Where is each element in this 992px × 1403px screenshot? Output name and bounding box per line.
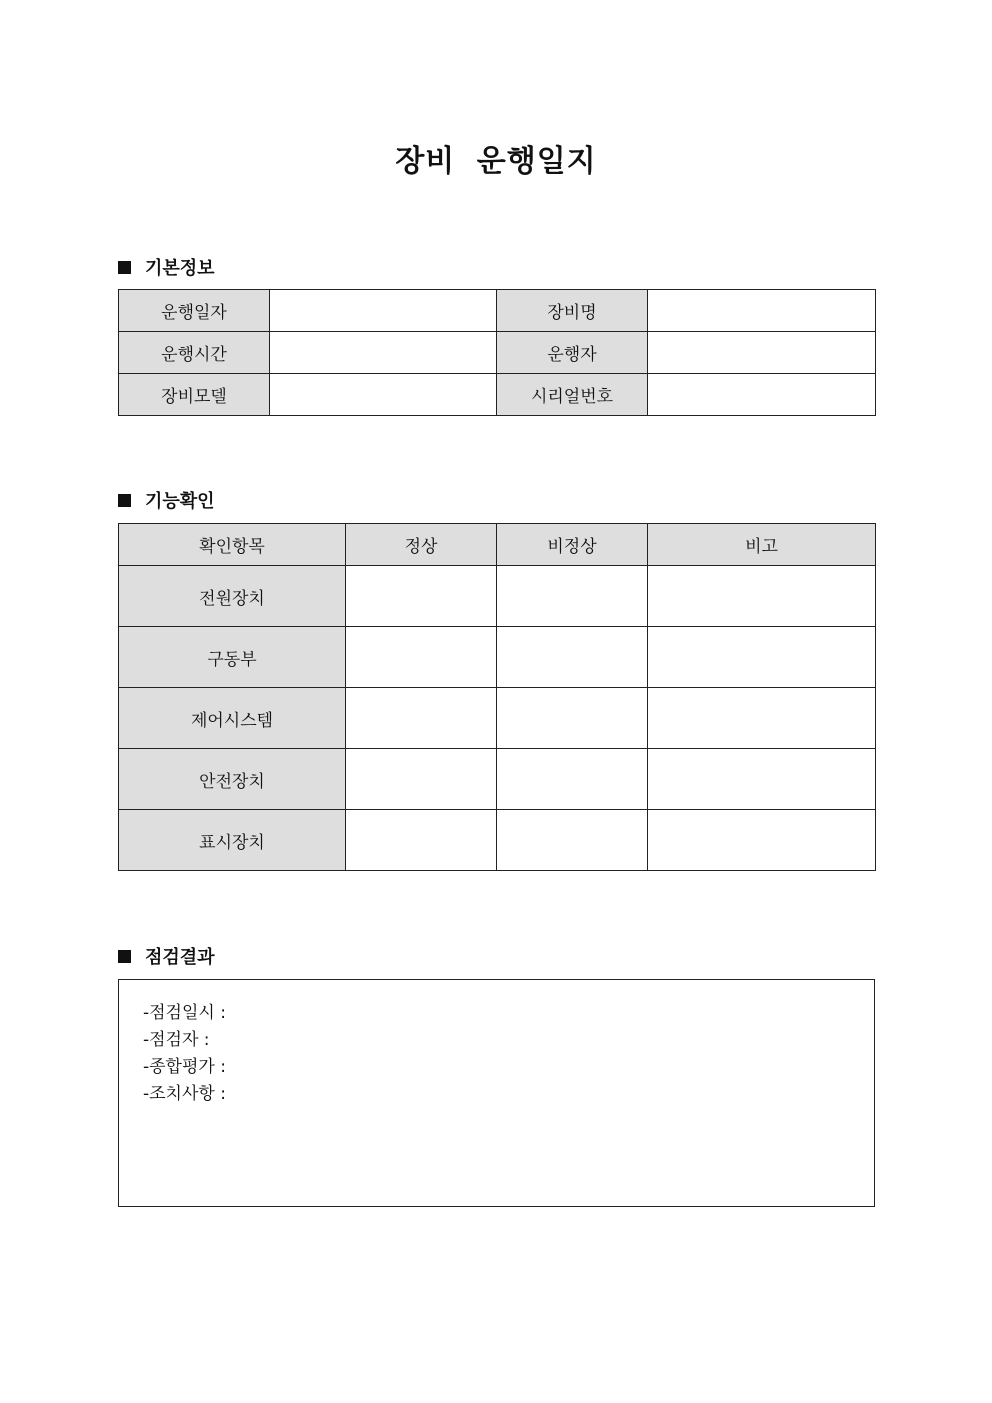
square-bullet-icon [118, 950, 131, 963]
normal-cell[interactable] [346, 810, 497, 871]
column-header: 비고 [648, 524, 876, 566]
abnormal-cell[interactable] [497, 810, 648, 871]
function-check-heading [118, 487, 215, 513]
inspection-result-heading-text: 점검결과 [145, 947, 215, 968]
inspector-line: -점검자 : [143, 1030, 210, 1050]
remarks-cell[interactable] [648, 749, 876, 810]
overall-evaluation-line: -종합평가 : [143, 1057, 226, 1077]
square-bullet-icon [118, 261, 131, 274]
check-item-label: 전원장치 [119, 566, 346, 627]
table-row [119, 688, 876, 749]
equipment-name-field[interactable] [648, 290, 876, 332]
basic-info-heading-text: 기본정보 [145, 258, 215, 279]
table-row [119, 627, 876, 688]
label-cell: 운행시간 [119, 332, 270, 374]
equipment-model-field[interactable] [270, 374, 497, 416]
abnormal-cell[interactable] [497, 566, 648, 627]
abnormal-cell[interactable] [497, 627, 648, 688]
normal-cell[interactable] [346, 566, 497, 627]
normal-cell[interactable] [346, 749, 497, 810]
column-header: 비정상 [497, 524, 648, 566]
inspection-result-heading [118, 943, 215, 969]
function-check-heading-text: 기능확인 [145, 491, 215, 512]
normal-cell[interactable] [346, 688, 497, 749]
operation-date-field[interactable] [270, 290, 497, 332]
inspection-result-lines [143, 1000, 226, 1108]
document-title: 장비 운행일지 [395, 144, 597, 179]
remarks-cell[interactable] [648, 688, 876, 749]
table-header-row [119, 524, 876, 566]
inspection-date-line: -점검일시 : [143, 1003, 226, 1023]
operator-field[interactable] [648, 332, 876, 374]
table-row [119, 566, 876, 627]
table-row [119, 332, 876, 374]
table-row [119, 810, 876, 871]
check-item-label: 표시장치 [119, 810, 346, 871]
label-cell: 운행자 [497, 332, 648, 374]
table-row [119, 374, 876, 416]
label-cell: 시리얼번호 [497, 374, 648, 416]
check-item-label: 안전장치 [119, 749, 346, 810]
label-cell: 장비모델 [119, 374, 270, 416]
action-taken-line: -조치사항 : [143, 1084, 226, 1104]
square-bullet-icon [118, 494, 131, 507]
check-item-label: 제어시스템 [119, 688, 346, 749]
table-row [119, 749, 876, 810]
serial-number-field[interactable] [648, 374, 876, 416]
check-item-label: 구동부 [119, 627, 346, 688]
table-row [119, 290, 876, 332]
inspection-result-box[interactable] [118, 979, 875, 1207]
column-header: 정상 [346, 524, 497, 566]
basic-info-heading [118, 254, 215, 280]
abnormal-cell[interactable] [497, 688, 648, 749]
function-check-table [118, 523, 876, 871]
operation-time-field[interactable] [270, 332, 497, 374]
abnormal-cell[interactable] [497, 749, 648, 810]
remarks-cell[interactable] [648, 566, 876, 627]
remarks-cell[interactable] [648, 627, 876, 688]
basic-info-table [118, 289, 876, 416]
label-cell: 운행일자 [119, 290, 270, 332]
normal-cell[interactable] [346, 627, 497, 688]
column-header: 확인항목 [119, 524, 346, 566]
label-cell: 장비명 [497, 290, 648, 332]
remarks-cell[interactable] [648, 810, 876, 871]
